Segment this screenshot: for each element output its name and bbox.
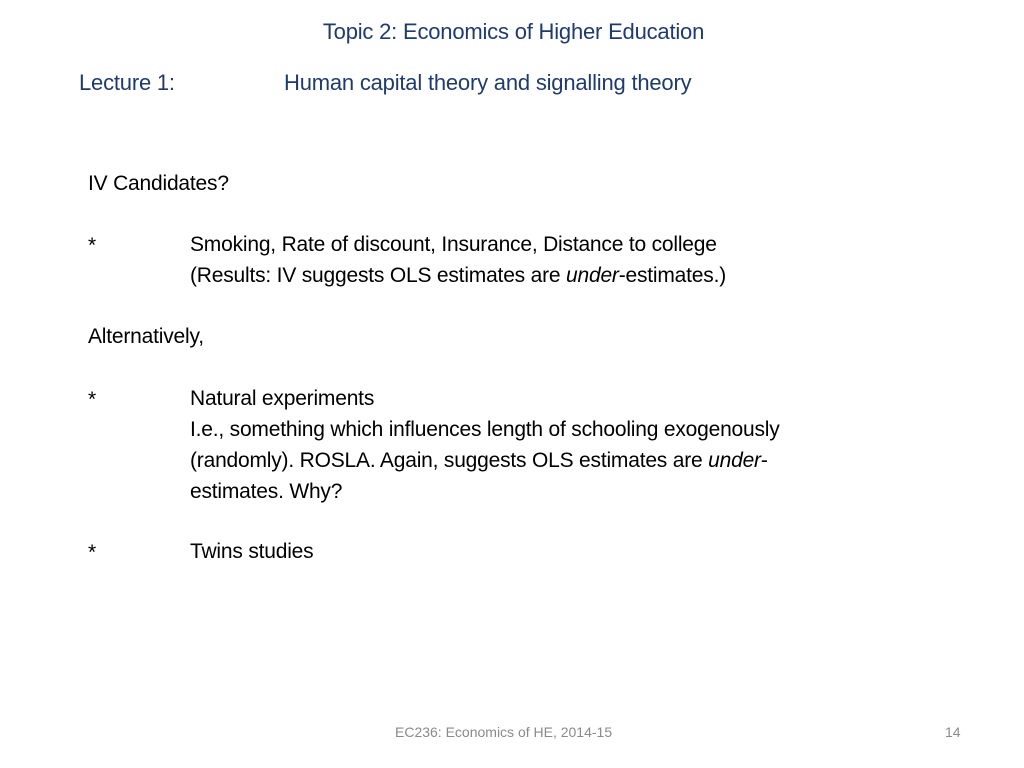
lecture-title: Human capital theory and signalling theory: [284, 70, 692, 95]
section-heading-alternatively: Alternatively,: [88, 325, 204, 348]
section-heading-iv-candidates: IV Candidates?: [88, 172, 229, 195]
page-number: 14: [945, 724, 961, 740]
footer-course: EC236: Economics of HE, 2014-15: [395, 724, 613, 740]
bullet-text-continued: [190, 264, 726, 288]
bullet-marker: *: [88, 234, 97, 257]
text-segment: (Results: IV suggests OLS estimates are: [190, 264, 566, 287]
emphasis-text: under: [566, 264, 619, 287]
bullet-marker: *: [88, 388, 97, 411]
bullet-text-continued: [190, 449, 768, 473]
bullet-text: Natural experiments: [190, 387, 375, 410]
bullet-text-continued: estimates. Why?: [190, 480, 343, 503]
emphasis-text: under: [708, 449, 761, 472]
bullet-text: Twins studies: [190, 540, 314, 563]
text-segment: -estimates.): [618, 264, 727, 287]
topic-title: Topic 2: Economics of Higher Education: [322, 19, 705, 44]
bullet-text: Smoking, Rate of discount, Insurance, Distance to college: [190, 233, 717, 256]
bullet-marker: *: [88, 541, 97, 564]
lecture-label: Lecture 1:: [79, 70, 175, 95]
text-segment: -: [760, 449, 768, 472]
text-segment: (randomly). ROSLA. Again, suggests OLS estimates are: [190, 449, 709, 472]
bullet-text-continued: I.e., something which influences length of schooling exogenously: [190, 418, 780, 441]
